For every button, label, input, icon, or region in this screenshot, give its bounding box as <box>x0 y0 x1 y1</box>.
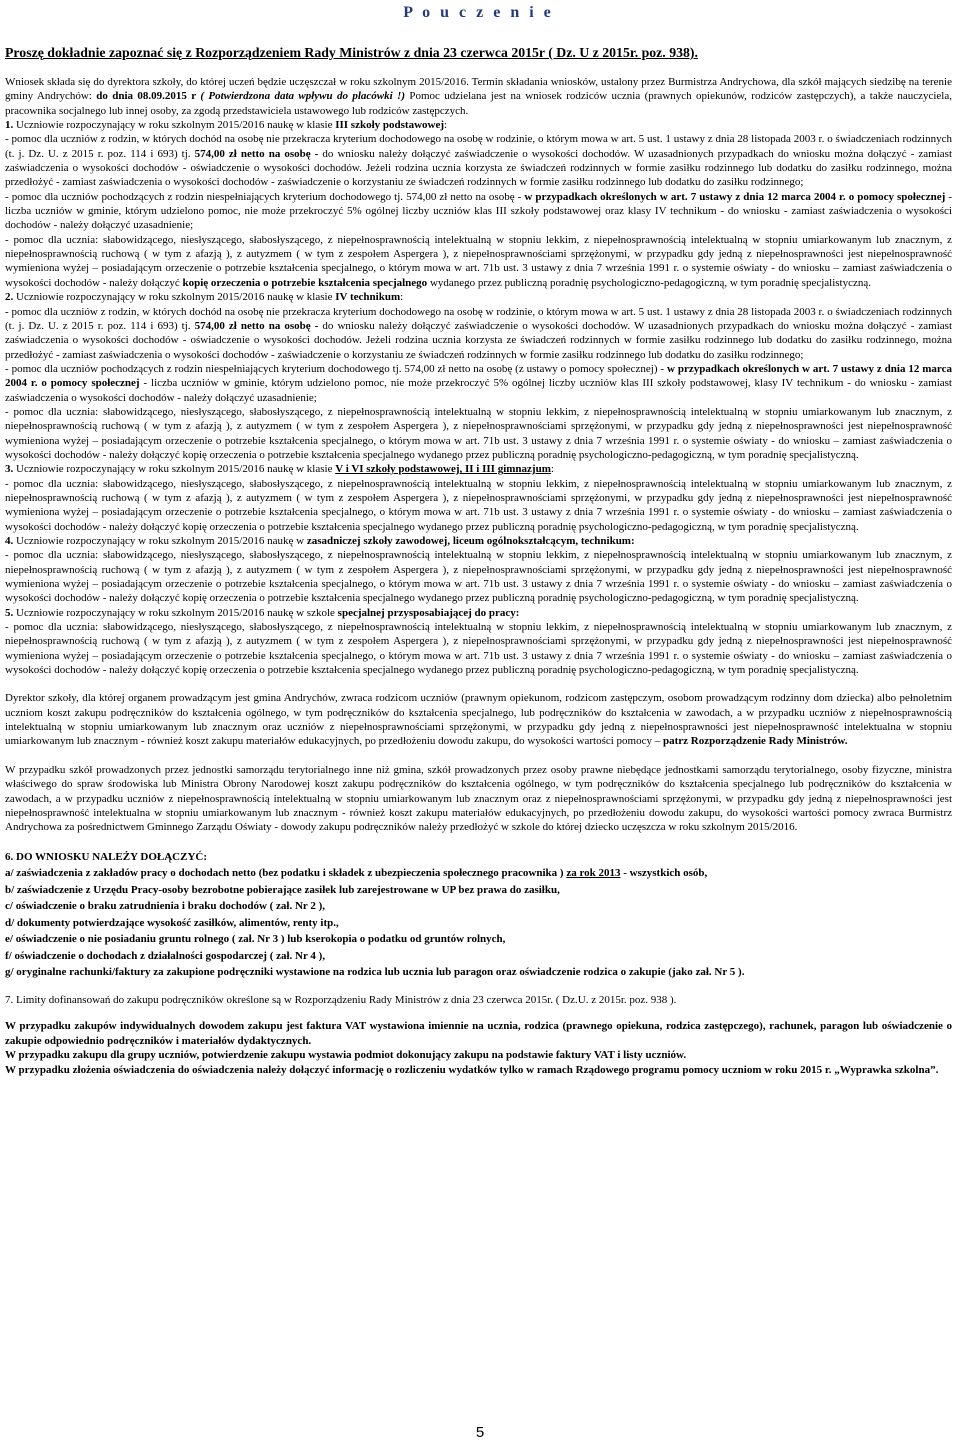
social-aid-text: - pomoc dla uczniów pochodzących z rodzin niespełniających kryterium dochodowego tj. 574,00 zł netto na osobę - <box>5 190 525 203</box>
section-lead: Uczniowie rozpoczynający w roku szkolnym 2015/2016 naukę w klasie <box>13 119 336 132</box>
section-colon: : <box>444 119 448 132</box>
disability-text-2: wydanego przez publiczną poradnię psychologiczno-pedagogiczną, w tym poradnię specjalistyczną. <box>427 276 871 289</box>
closing-notes <box>5 1019 952 1078</box>
intro-text-2: Pomoc udzielana jest na wniosek rodziców ucznia (prawnych opiekunów, rodziców zastępczych), a także nauczyciela, pracownika socjalnego lub innej osoby, za zgodą przedstawiciela ustawowego lub rodziców zastępczych. <box>5 90 952 117</box>
disability-text: - pomoc dla ucznia: słabowidzącego, niesłyszącego, słabosłyszącego, z niepełnosprawnością intelektualną w stopniu lekkim, z niepełnosprawnością intelektualną w stopniu umiarkowanym lub znacznym, z niepełnosprawnością ruchową ( w tym z afazją ), z autyzmem ( w tym z zespołem Aspergera ), z niepełnosprawnościami sprzężonymi, w przypadku gdy jedną z niepełnosprawności jest niepełnosprawność wymieniona wyżej – posiadającym orzeczenie o potrzebie kształcenia specjalnego, o którym mowa w art. 71b ust. 3 ustawy z dnia 7 września 1991 r. o systemie oświaty - do wniosku – zamiast zaświadczenia o wysokości dochodów - należy dołączyć kopię orzeczenia o potrzebie kształcenia specjalnego wydanego przez publiczną poradnię psychologiczno-pedagogiczną, w tym poradnię specjalistyczną. <box>5 405 952 461</box>
section-lead: Uczniowie rozpoczynający w roku szkolnym 2015/2016 naukę w klasie <box>13 291 336 304</box>
page-number: 5 <box>475 1424 485 1441</box>
section-colon: : <box>400 291 404 304</box>
attachment-d: d/ dokumenty potwierdzające wysokość zasiłków, alimentów, renty itp., <box>5 916 339 929</box>
social-aid-text-2: - liczba uczniów w gminie, którym udzielono pomoc, nie może przekroczyć 5% ogólnej liczby uczniów klas III szkoły podstawowej oraz klasy IV technikum - do wniosku - zamiast zaświadczenia o wysokości dochodów - należy dołączyć uzasadnienie; <box>5 190 953 232</box>
attachments-list <box>5 849 952 981</box>
intro-text: Wniosek składa się do dyrektora szkoły, do której uczeń będzie uczęszczał w roku szkolnym 2015/2016. Termin składania wniosków, ustalony przez Burmistrza Andrychowa, dla szkół mających siedzibę na terenie gminy Andrychów: <box>5 76 952 103</box>
income-limit: 574,00 zł netto na osobę - <box>194 319 319 332</box>
page-title: P o u c z e n i e <box>403 4 554 21</box>
section-class: IV technikum <box>335 291 401 304</box>
closing-note-1: W przypadku zakupów indywidualnych dowodem zakupu jest faktura VAT wystawiona imiennie na ucznia, rodzica (prawnego opiekuna, rodzica zastępczego), rachunek, paragon lub oświadczenie o zakupie odpowiednio podręczników i materiałów dydaktycznych. <box>5 1019 952 1047</box>
attachment-e: e/ oświadczenie o nie posiadaniu gruntu rolnego ( zał. Nr 3 ) lub kserokopia o podatku od gruntów rolnych, <box>5 933 506 946</box>
criterion-text-2: do wniosku należy dołączyć zaświadczenie o wysokości dochodów. W uzasadnionych przypadkach do wniosku można dołączyć - zamiast zaświadczenia o wysokości dochodów - oświadczenie o wysokości dochodów. Jeżeli rodzina ucznia korzysta ze świadczeń rodzinnych w formie zasiłku rodzinnego lub dodatku do zasiłku rodzinnego, można przedłożyć - zamiast zaświadczenia o wysokości dochodów - zaświadczenie o korzystaniu ze świadczeń rodzinnych w formie zasiłku rodzinnego lub dodatku do zasiłku rodzinnego; <box>5 319 952 361</box>
closing-note-2: W przypadku zakupu dla grupy uczniów, potwierdzenie zakupu wystawia podmiot dokonujący zakupu na podstawie faktury VAT i listy uczniów. <box>5 1049 687 1062</box>
section-4 <box>5 534 952 606</box>
section-class: III szkoły podstawowej <box>335 119 445 132</box>
attachment-b: b/ zaświadczenie z Urzędu Pracy-osoby bezrobotne pobierające zasiłek lub zarejestrowane w UP bez prawa do zasiłku, <box>5 883 560 896</box>
closing-note-3: W przypadku złożenia oświadczenia do oświadczenia należy dołączyć informację o rozliczeniu wydatków tylko w ramach Rządowego programu pomocy uczniom w roku 2015 r. „Wyprawka szkolna”. <box>5 1063 939 1076</box>
section-number: 4. <box>5 535 14 547</box>
criterion-text: - pomoc dla uczniów z rodzin, w których dochód na osobę nie przekracza kryterium dochodowego na osobę w rodzinie, o którym mowa w art. 5 ust. 1 ustawy z dnia 28 listopada 2003 r. o świadczeniach rodzinnych (t. j. Dz. U. z 2015 r. poz. 114 i 693) tj. <box>5 133 952 160</box>
section-lead: Uczniowie rozpoczynający w roku szkolnym 2015/2016 naukę w klasie <box>13 463 336 476</box>
director-ref: patrz Rozporządzenie Rady Ministrów. <box>662 735 848 748</box>
attachments-heading: 6. DO WNIOSKU NALEŻY DOŁĄCZYĆ: <box>5 850 207 863</box>
section-number: 3. <box>5 463 14 476</box>
deadline-confirmation: ( Potwierdzona data wpływu do placówki !) <box>200 90 405 103</box>
social-aid-text-2: - liczba uczniów w gminie, którym udzielono pomoc, nie może przekroczyć 5% ogólnej liczby uczniów klas III szkoły podstawowej, klasy IV technikum - do wniosku - zamiast zaświadczenia o wysokości dochodów - należy dołączyć uzasadnienie; <box>5 377 952 404</box>
attachment-f: f/ oświadczenie o dochodach z działalności gospodarczej ( zał. Nr 4 ), <box>5 949 326 962</box>
section-class: V i VI szkoły podstawowej, II i III gimnazjum <box>335 463 551 476</box>
limits-text: 7. Limity dofinansowań do zakupu podręczników określone są w Rozporządzeniu Rady Ministrów z dnia 23 czerwca 2015r. ( Dz.U. z 2015r. poz. 938 ). <box>5 993 677 1006</box>
intro-paragraph <box>5 75 952 118</box>
attachment-g: g/ oryginalne rachunki/faktury za zakupione podręczniki wystawione na rodzica lub ucznia lub paragon oraz oświadczenie rodzica o zakupie (jako zał. Nr 5 ). <box>5 966 745 979</box>
disability-copy: kopię orzeczenia o potrzebie kształcenia specjalnego <box>182 276 428 289</box>
other-schools-text: W przypadku szkół prowadzonych przez jednostki samorządu terytorialnego inne niż gmina, szkół prowadzonych przez osoby prawne niebędące jednostkami samorządu terytorialnego, osoby fizyczne, ministra właściwego do spraw środowiska lub Ministra Obrony Narodowej koszt zakupu podręczników do kształcenia ogólnego, w tym podręczników do kształcenia specjalnego lub podręczników do kształcenia w zawodach, a w przypadku uczniów z niepełnosprawnością intelektualną w stopniu umiarkowanym lub znacznym oraz z niepełnosprawnościami sprzężonymi, w przypadku gdy jedną z niepełnosprawności jest niepełnosprawność intelektualna w stopniu umiarkowanym lub znacznym - również koszt zakupu materiałów edukacyjnych, po przedłożeniu dowodu zakupu, do wysokości wartości pomocy zwraca Burmistrz Andrychowa za pośrednictwem Gminnego Zarządu Oświaty - dowody zakupu podręczników należy przedłożyć w szkole do której dziecko uczęszcza w roku szkolnym 2015/2016. <box>5 763 952 834</box>
attachment-c: c/ oświadczenie o braku zatrudnienia i braku dochodów ( zał. Nr 2 ), <box>5 900 326 913</box>
section-class: zasadniczej szkoły zawodowej, liceum ogólnokształcącym, technikum: <box>306 535 635 547</box>
disability-text: - pomoc dla ucznia: słabowidzącego, niesłyszącego, słabosłyszącego, z niepełnosprawnością intelektualną w stopniu lekkim, z niepełnosprawnością intelektualną w stopniu umiarkowanym lub znacznym, z niepełnosprawnością ruchową ( w tym z afazją ), z autyzmem ( w tym z zespołem Aspergera ), z niepełnosprawnościami sprzężonymi, w przypadku gdy jedną z niepełnosprawności jest niepełnosprawność wymieniona wyżej – posiadającym orzeczenie o potrzebie kształcenia specjalnego, o którym mowa w art. 71b ust. 3 ustawy z dnia 7 września 1991 r. o systemie oświaty - do wniosku – zamiast zaświadczenia o wysokości dochodów - należy dołączyć <box>5 233 952 289</box>
limits-paragraph <box>5 993 952 1007</box>
year-2013: za rok 2013 <box>566 867 621 880</box>
disability-text: - pomoc dla ucznia: słabowidzącego, niesłyszącego, słabosłyszącego, z niepełnosprawnością intelektualną w stopniu lekkim, z niepełnosprawnością intelektualną w stopniu umiarkowanym lub znacznym, z niepełnosprawnością ruchową ( w tym z afazją ), z autyzmem ( w tym z zespołem Aspergera ), z niepełnosprawnościami sprzężonymi, w przypadku gdy jedną z niepełnosprawności jest niepełnosprawność wymieniona wyżej – posiadającym orzeczenie o potrzebie kształcenia specjalnego, o którym mowa w art. 71b ust. 3 ustawy z dnia 7 września 1991 r. o systemie oświaty - do wniosku – zamiast zaświadczenia o wysokości dochodów - należy dołączyć kopię orzeczenia o potrzebie kształcenia specjalnego wydanego przez publiczną poradnię psychologiczno-pedagogiczną, w tym poradnię specjalistyczną. <box>5 621 952 677</box>
criterion-text: - pomoc dla uczniów z rodzin, w których dochód na osobę nie przekracza kryterium dochodowego na osobę w rodzinie, o którym mowa w art. 5 ust. 1 ustawy z dnia 28 listopada 2003 r. o świadczeniach rodzinnych (t. j. Dz. U. z 2015 r. poz. 114 i 693) tj. <box>5 305 952 332</box>
section-class: specjalnej przysposabiającej do pracy: <box>337 606 520 619</box>
section-3 <box>5 462 952 534</box>
deadline-date: do dnia 08.09.2015 r <box>96 90 201 103</box>
regulation-notice: Proszę dokładnie zapoznać się z Rozporządzeniem Rady Ministrów z dnia 23 czerwca 2015r ( Dz. U z 2015r. poz. 938). <box>5 45 698 60</box>
section-2 <box>5 290 952 462</box>
income-limit: 574,00 zł netto na osobę - <box>194 147 319 160</box>
social-aid-ref: w przypadkach określonych w art. 7 ustawy z dnia 12 marca 2004 r. o pomocy społecznej <box>524 190 946 203</box>
section-number: 1. <box>5 119 14 132</box>
section-5 <box>5 606 952 678</box>
criterion-text-2: do wniosku należy dołączyć zaświadczenie o wysokości dochodów. W uzasadnionych przypadkach do wniosku można dołączyć - zamiast zaświadczenia o wysokości dochodów - oświadczenie o wysokości dochodów. Jeżeli rodzina ucznia korzysta ze świadczeń rodzinnych w formie zasiłku rodzinnego lub dodatku do zasiłku rodzinnego, można przedłożyć - zamiast zaświadczenia o wysokości dochodów - zaświadczenie o korzystaniu ze świadczeń rodzinnych w formie zasiłku rodzinnego lub dodatku do zasiłku rodzinnego; <box>5 147 952 189</box>
disability-text: - pomoc dla ucznia: słabowidzącego, niesłyszącego, słabosłyszącego, z niepełnosprawnością intelektualną w stopniu lekkim, z niepełnosprawnością intelektualną w stopniu umiarkowanym lub znacznym, z niepełnosprawnością ruchową ( w tym z afazją ), z autyzmem ( w tym z zespołem Aspergera ), z niepełnosprawnościami sprzężonymi, w przypadku gdy jedną z niepełnosprawności jest niepełnosprawność wymieniona wyżej – posiadającym orzeczenie o potrzebie kształcenia specjalnego, o którym mowa w art. 71b ust. 3 ustawy z dnia 7 września 1991 r. o systemie oświaty - do wniosku – zamiast zaświadczenia o wysokości dochodów - należy dołączyć kopię orzeczenia o potrzebie kształcenia specjalnego wydanego przez publiczną poradnię psychologiczno-pedagogiczną, w tym poradnię specjalistyczną. <box>5 477 952 533</box>
section-number: 2. <box>5 291 14 304</box>
section-number: 5. <box>5 606 14 619</box>
director-text: Dyrektor szkoły, dla której organem prowadzącym jest gmina Andrychów, zwraca rodzicom uczniów (prawnym opiekunom, rodzicom zastępczym, osobom prowadzącym rodzinny dom dziecka) albo pełnoletnim uczniom koszt zakupu podręczników do kształcenia ogólnego, w tym podręczników do kształcenia specjalnego, lub podręczników do kształcenia w zawodach, a w przypadku uczniów z niepełnosprawnością intelektualną w stopniu umiarkowanym lub znacznym oraz uczniów z niepełnosprawnościami sprzężonymi, w przypadku gdy jedną z niepełnosprawności jest niepełnosprawność intelektualna w stopniu umiarkowanym lub znacznym - również koszt zakupu materiałów edukacyjnych, po przedłożeniu dowodu zakupu, do wysokości wartości pomocy – <box>5 692 952 748</box>
other-schools-paragraph <box>5 763 952 835</box>
social-aid-ref: w przypadkach określonych w art. 7 ustawy z dnia 12 marca 2004 r. o pomocy społecznej <box>5 362 952 390</box>
social-aid-text: - pomoc dla uczniów pochodzących z rodzin niespełniających kryterium dochodowego tj. 574,00 zł netto na osobę (z ustawy o pomocy społecznej) - <box>5 362 667 375</box>
section-1 <box>5 118 952 290</box>
section-lead: Uczniowie rozpoczynający w roku szkolnym 2015/2016 naukę w <box>13 535 307 547</box>
director-paragraph <box>5 691 952 748</box>
attachment-a: a/ zaświadczenia z zakładów pracy o dochodach netto (bez podatku i składek z ubezpieczenia społecznego pracownika ) za rok 2013 - wszystkich osób, <box>5 867 708 880</box>
disability-text: - pomoc dla ucznia: słabowidzącego, niesłyszącego, słabosłyszącego, z niepełnosprawnością intelektualną w stopniu lekkim, z niepełnosprawnością intelektualną w stopniu umiarkowanym lub znacznym, z niepełnosprawnością ruchową ( w tym z afazją ), z autyzmem ( w tym z zespołem Aspergera ), z niepełnosprawnościami sprzężonymi, w przypadku gdy jedną z niepełnosprawności jest niepełnosprawność wymieniona wyżej – posiadającym orzeczenie o potrzebie kształcenia specjalnego, o którym mowa w art. 71b ust. 3 ustawy z dnia 7 września 1991 r. o systemie oświaty - do wniosku – zamiast zaświadczenia o wysokości dochodów - należy dołączyć kopię orzeczenia o potrzebie kształcenia specjalnego wydanego przez publiczną poradnię psychologiczno-pedagogiczną, w tym poradnię specjalistyczną. <box>5 549 952 605</box>
section-lead: Uczniowie rozpoczynający w roku szkolnym 2015/2016 naukę w szkole <box>13 606 338 619</box>
section-colon: : <box>550 463 554 476</box>
